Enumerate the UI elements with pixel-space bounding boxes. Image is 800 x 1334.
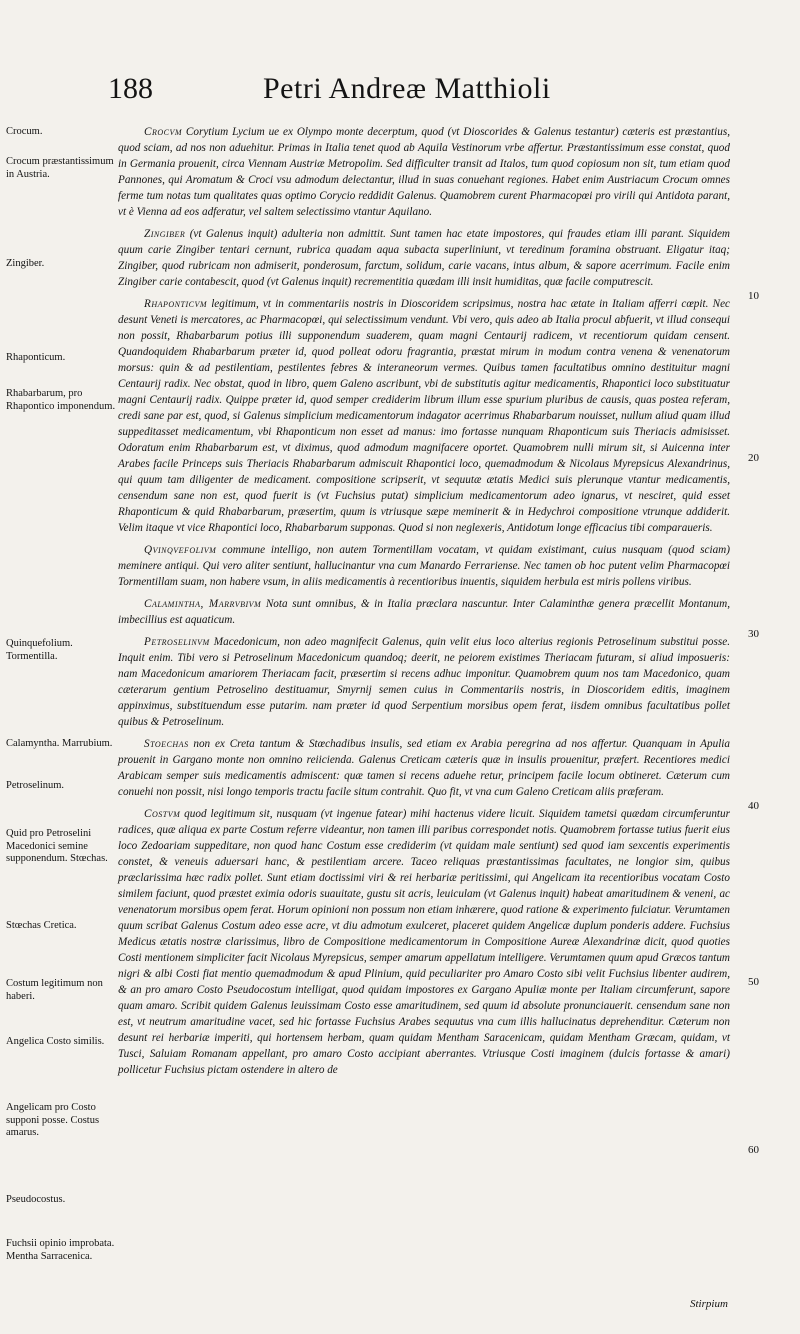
margin-note: Petroselinum. <box>6 780 65 791</box>
page-number: 188 <box>108 72 153 105</box>
line-number: 20 <box>748 452 759 464</box>
paragraph-text: (vt Galenus inquit) adulteria non admittit. Sunt tamen hac etate impostores, qui fraudes etiam illi parant. Siquidem quum carie Zingiber tentari cernunt, rubrica quadam aqua subacta superliniunt, vt teredinum foramina obstruant. Eligatur itaq; Zingiber, quod rubricam non admiserit, ponderosum, farctum, solidum, carie vacans, intus album, & sapore acerrimum. Facile enim Zingiber carie contabescit, quod (vt Galenus inquit) recrementitia quædam illi insit humiditas, quæ facile computrescit. <box>118 228 730 288</box>
lead-word: Petroselinvm <box>144 636 210 648</box>
margin-note: Zingiber. <box>6 258 45 269</box>
line-number: 30 <box>748 628 759 640</box>
lead-word: Crocvm <box>144 126 183 138</box>
margin-note: Angelica Costo similis. <box>6 1036 105 1047</box>
paragraph-zingiber <box>118 226 730 290</box>
margin-note: Quinquefolium. Tormentilla. <box>6 638 73 662</box>
line-number: 10 <box>748 290 759 302</box>
paragraph-text: Macedonicum, non adeo magnifecit Galenus, quin velit eius loco alterius regionis Petroselinum substitui posse. Inquit enim. Tibi vero si Petroselinum Macedonicum quandoq; deerit, ne peiorem existimes Theriacam futuram, si aliud imposueris: nam Macedonicum amariorem Theriacam facit, præsertim si recens adhuc imponitur. Quamobrem quum nos tam Macedonico, quam cæterarum gentium Petroselino destituamur, Smyrnij semen cuius in Commentariis nostris, in Dioscoridem editis, imaginem appinximus, substituendum esse putarim. nam præter id quod Serpentium morsibus opem ferat, iisdem omnibus facultatibus pollet quibus & Petroselinum. <box>118 636 730 728</box>
running-title: Petri Andreæ Matthioli <box>263 72 551 105</box>
line-number: 40 <box>748 800 759 812</box>
paragraph-text: commune intelligo, non autem Tormentillam vocatam, vt quidam existimant, cuius nusquam (quod sciam) meminere antiqui. Qui vero aliter sentiunt, hallucinantur vna cum Manardo Ferrariense. Nec tamen ob hoc putent velim Pharmacopœi Tormentillam suam, non habere vsum, in aliis medicamentis à recentioribus inuentis, siquidem herbula est miris pollens viribus. <box>118 544 730 588</box>
margin-note: Stœchas Cretica. <box>6 920 77 931</box>
line-number: 50 <box>748 976 759 988</box>
paragraph-crocum <box>118 124 730 220</box>
paragraph-quinquefolium <box>118 542 730 590</box>
lead-word: Qvinqvefolivm <box>144 544 217 556</box>
running-header <box>108 72 748 108</box>
paragraph-calamintha <box>118 596 730 628</box>
lead-word: Rhaponticvm <box>144 298 207 310</box>
margin-note: Crocum. <box>6 126 43 137</box>
lead-word: Stoechas <box>144 738 189 750</box>
paragraph-rhaponticum <box>118 296 730 536</box>
lead-word: Costvm <box>144 808 181 820</box>
margin-note: Pseudocostus. <box>6 1194 66 1205</box>
paragraph-stoechas <box>118 736 730 800</box>
paragraph-costum <box>118 806 730 1078</box>
margin-note: Crocum præstantissimum in Austria. <box>6 156 114 180</box>
catchword: Stirpium <box>690 1298 728 1310</box>
paragraph-text: Nota sunt omnibus, & in Italia præclara nascuntur. Inter Calaminthæ genera præcellit Montanum, imbecillius est aquaticum. <box>118 598 730 626</box>
main-text <box>118 124 730 1084</box>
margin-note: Angelicam pro Costo supponi posse. Costus amarus. <box>6 1102 100 1138</box>
margin-note: Quid pro Petroselini Macedonici semine supponendum. Stœchas. <box>6 828 108 864</box>
lead-word: Calamintha, Marrvbivm <box>144 598 262 610</box>
margin-note: Rhabarbarum, pro Rhapontico imponendum. <box>6 388 116 412</box>
paragraph-text: legitimum, vt in commentariis nostris in Dioscoridem scripsimus, nostra hac ætate in Italiam afferri cœpit. Nec desunt Veneti is mercatores, ac Pharmacopœi, qui selectissimum vendunt. Vbi vero, quis adeo ab Italia procul abfuerit, vt illud consequi non possit, Rhabarbarum potius illi supponendum suaderem, quam magni Centaurij radicem, vt recentiorum quidam censent. Quandoquidem Rhabarbarum præter id, quod polleat odoru fragrantia, præstat mirum in modum contra venena & venenatorum morsus: quin & ad pestilentiam, pestilentes febres & interaneorum vermes. Quibus tamen facultatibus omnino destituitur magni Centaurij radix. Nec obstat, quod in libro, quem Galeno ascribunt, vbi de substitutis agitur medicamentis, Rhapontici loco substituatur magni Centaurij radix. Quippe præter id, quod semper crediderim librum illum esse spurium pluribus de causis, quas postea referam, credi sane par est, quod, si Galenus simplicium medicamentorum indagator acerrimus Rhabarbarum nouisset, nullum aliud quam illud suppeditasset medicamentum, vbi Rhaponticum non esset ad manus: imo fortasse nunquam Rhaponticum suis Theriacis admisisset. Odoratum enim Rhabarbarum est, vt diximus, quod admodum magnifacere oportet. Quamobrem nulli mirum sit, si Auicenna inter Arabes facile Princeps suis Theriacis Rhabarbarum admiscuit Rhapontici loco, quemadmodum & Nicolaus Myrepsicus Alexandrinus, qui quum tam diligenter de medicament. compositione scripserit, vt sequutæ ætatis Medici suis plerunque vtantur medicamentis, censendum sane non est, quod fuerit is (vt Fuchsius putat) simplicium medicamentorum adeo ignarus, vt nesciret, quid esset Rhaponticum & quid Rhabarbarum, præsertim, quum is vtriusque sæpe meminerit & in Hedychroi compositione vtrunque addiderit. Velim itaque vt vice Rhapontici loco, Rhabarbarum supponas. Quod si non neglexeris, Antidotum longe efficacius tibi comparaueris. <box>118 298 730 534</box>
line-number: 60 <box>748 1144 759 1156</box>
paragraph-text: quod legitimum sit, nusquam (vt ingenue fatear) mihi hactenus videre licuit. Siquidem tametsi quædam circumferuntur radices, quæ aliqua ex parte Costum referre videantur, non tamen illi paribus correspondet notis. Quamobrem fortasse tutius fuerit eius loco Zedoariam suppeditare, non quod hanc Costum esse crediderim (vt quidam male sentiunt) sed quod iam sexcentis experimentis constet, & veneuis aduersari hanc, & pestilentiam arcere. Taceo reliquas præstantissimas facultates, ne longior sim, quibus præclarissima hæc radix pollet. Sunt etiam doctissimi viri & rei herbariæ peritissimi, qui Angelicam ita recentioribus vocatam Costo similem faciunt, quod præstet eximia odoris suauitate, gustu sit acris, leuiculam (vt Galenus inquit) habeat amaritudinem & veneni, ac venenatorum morsibus opem ferat. Horum opinioni non possum non etiam inhærere, quod ratione & experimento fulciatur. Verumtamen quum scribat Galenus Costum adeo esse acre, vt diu admotum exulceret, placeret quidem Angelicæ duplum ponderis addere. Fuchsius Medicus ætatis nostræ clarissimus, libro de Compositione medicamentorum in Compositione Aureæ Alexandrinæ dicit, quod quoties Costi mentionem simpliciter facit Nicolaus Myrepsicus, semper amarum appellatum intelligere. Verumtamen quum apud Græcos tantum nigri & albi Costi fiat mentio quemadmodum & apud Plinium, quid peculiariter pro Amaro Costo sibi velit Fuchsius libenter audirem, & an pro amaro Costo Pseudocostum intelligat, quod quidam impostores ex Gargano Apuliæ monte per Italiam circumferunt, sapore quam amaro. Scribit quidem Galenus leuissimam Costo esse amaritudinem, sed quum id absolute pronunciauerit. censendum sane non est, vt neutrum amaritudine vacet, sed hic fortasse Fuchsius Arabes sequutus vna cum illis hallucinatus deprehenditur. Cæterum non desunt rei herbariæ imperiti, qui hortensem herbam, quam quidam Mentham Saracenicam, quidam Mentham Græcam, quidam, vt Tusci, Saluiam Romanam appellant, pro amaro Costo accipiant aberrantes. Vtriusque Costi imaginem (dulcis fortasse & amari) pollicetur Fuchsius pictam ostendere in altero de <box>118 808 730 1076</box>
margin-note: Rhaponticum. <box>6 352 66 363</box>
margin-note: Costum legitimum non haberi. <box>6 978 103 1002</box>
margin-note: Calamyntha. Marrubium. <box>6 738 113 749</box>
paragraph-petroselinum <box>118 634 730 730</box>
margin-note: Fuchsii opinio improbata. Mentha Sarracenica. <box>6 1238 115 1262</box>
paragraph-text: non ex Creta tantum & Stœchadibus insulis, sed etiam ex Arabia peregrina ad nos affertur. Quanquam in Apulia prouenit in Gargano monte non omnino reiicienda. Galenus Creticam cæteris quæ in insulis prouenitur, præfert. Recentiores medici Arabicam semper suis medicamentis admiscent: quæ tamen si recens aduehe retur, principem facile locum obtineret. Cæterum cum conuehi non possit, nisi longo temporis tractu facile situm contrahit. Quo fit, vt vna cum Galeno Creticam aliis præferam. <box>118 738 730 798</box>
paragraph-text: Corytium Lycium ue ex Olympo monte decerptum, quod (vt Dioscorides & Galenus testantur) cæteris est præstantius, quod sciam, ad nos non aduehitur. Primas in Italia tenet quod ab Aquila Vestinorum vrbe affertur. Præstantissimum esse constat, quod in Germania prouenit, circa Viennam Austriæ Metropolim. Sed difficulter transit ad Italos, tum quod copiosum non sit, tum etiam quod Pannones, qui Aromatum & Croci vsu admodum delectantur, illud in suas conuehant regiones. Habet enim Austriacum Crocum omnes ferme tum notas tum qualitates quas optimo Corycio reddidit Galenus. Quamobrem curent Pharmacopœi pro virili qui Antidota parant, vt è Vienna ad eos adferatur, vel saltem selectissimo vtantur Aquilano. <box>118 126 730 218</box>
lead-word: Zingiber <box>144 228 186 240</box>
